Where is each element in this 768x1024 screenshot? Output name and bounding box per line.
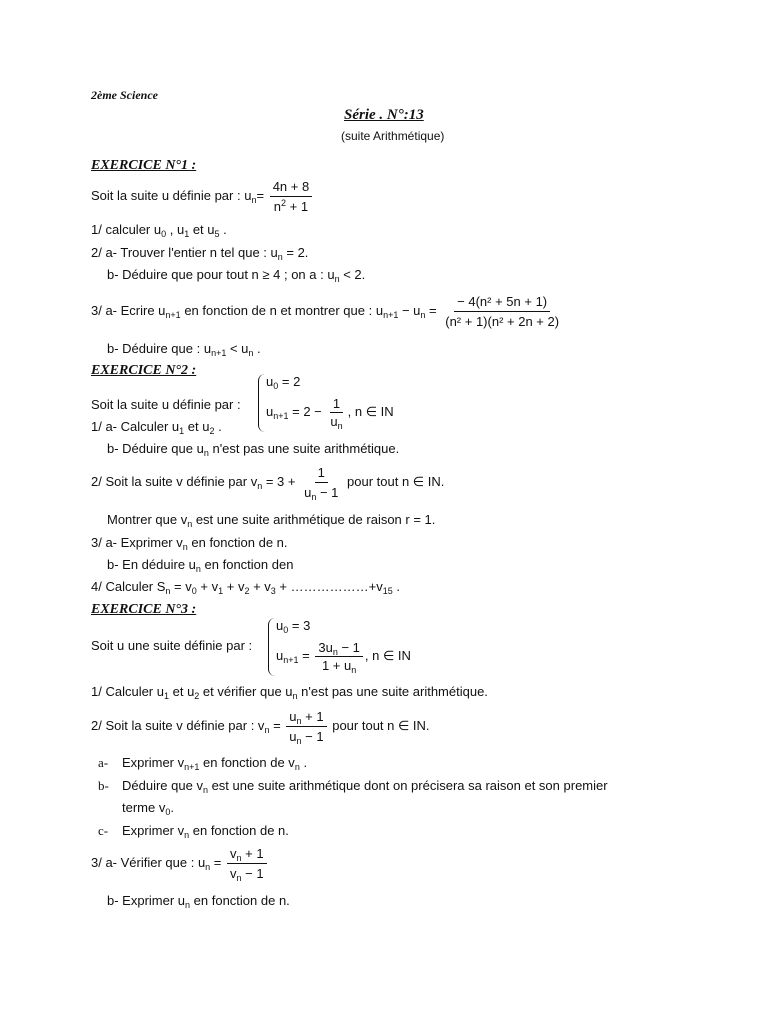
page-title: Série . N°:13: [344, 107, 424, 123]
ex3-q3-fraction: $\frac{v_n + 1}{v_n - 1}$: [227, 845, 267, 882]
exercise-2-heading: EXERCICE N°2 :: [91, 363, 197, 378]
ex2-question-3a: 3/ a- Exprimer $v_n$ en fonction de n.: [91, 535, 288, 552]
ex1-q3-fraction: $\frac{\text{− 4(n² + 5n + 1)}}{\text{(n² + 1)(n² + 2n + 2)}}$: [445, 294, 560, 330]
ex3-question-1: 1/ Calculer $u_1$ et $u_2$ et vérifier que $u_n$ n'est pas une suite arithmétique.: [91, 684, 488, 701]
ex2-definition-system: $u_0 = 2$ $u_{n+1} = 2$ − $\frac{1}{u_n}$ , n ∈ IN: [258, 372, 458, 436]
ex1-question-3b: b- Déduire que : $u_{n+1} < u_n$ .: [107, 341, 261, 358]
ex3-question-2: 2/ Soit la suite v définie par : $v_n$ = $\frac{u_n + 1}{u_n - 1}$ pour tout n ∈ IN.: [91, 709, 430, 747]
ex2-intro: Soit la suite u définie par :: [91, 397, 241, 412]
ex2-q2-fraction: $\frac{1}{u_n - 1}$: [304, 465, 339, 503]
ex3-question-c: c- Exprimer $v_n$ en fonction de n.: [98, 823, 289, 840]
ex2-question-4: 4/ Calculer $S_n = v_0 + v_1 + v_2 + v_3$ + $\dots\dots\dots\dots\dots\dots+v_{15}$ .: [91, 579, 400, 596]
ex2-question-2: 2/ Soit la suite v définie par $v_n = 3$ + $\frac{1}{u_n - 1}$ pour tout n ∈ IN.: [91, 465, 445, 503]
ex3-definition-system: $u_0 = 3$ $u_{n+1}$ = $\frac{3u_n - 1}{1 + u_n}$ , n ∈ IN: [268, 616, 468, 678]
ex2-question-2b: Montrer que $v_n$ est une suite arithmétique de raison r = 1.: [107, 512, 436, 529]
ex3-question-b: b- Déduire que $v_n$ est une suite arithmétique dont on précisera sa raison et son premier: [98, 778, 608, 795]
page-subtitle: (suite Arithmétique): [341, 129, 445, 143]
ex3-question-a: a- Exprimer $v_{n+1}$ en fonction de $v_n$ .: [98, 755, 308, 772]
system-brace: [268, 618, 275, 676]
ex1-intro-line: Soit la suite u définie par : $u_n=$ $\frac{4n + 8}{n^2 + 1}$: [91, 176, 314, 216]
ex1-question-2b: b- Déduire que pour tout n ≥ 4 ; on a : $u_n < 2$.: [107, 267, 366, 284]
class-label: 2ème Science: [91, 88, 158, 102]
ex3-question-b-cont: terme $v_0$.: [122, 800, 174, 817]
ex2-question-1b: b- Déduire que $u_n$ n'est pas une suite arithmétique.: [107, 441, 400, 458]
ex3-intro: Soit u une suite définie par :: [91, 638, 253, 653]
ex3-question-3b: b- Exprimer $u_n$ en fonction de n.: [107, 893, 290, 910]
exercise-3-heading: EXERCICE N°3 :: [91, 602, 197, 617]
ex3-q2-fraction: $\frac{u_n + 1}{u_n - 1}$: [286, 708, 326, 745]
ex1-formula-fraction: $\frac{4n + 8}{n^2 + 1}$: [270, 178, 313, 215]
ex3-question-3a: 3/ a- Vérifier que : $u_n$ = $\frac{v_n + 1}{v_n - 1}$: [91, 843, 269, 883]
ex1-question-1: 1/ calculer $u_0$ , $u_1$ et $u_5$ .: [91, 222, 227, 239]
ex1-question-3a: 3/ a- Ecrire $u_{n+1}$ en fonction de n et montrer que : $u_{n+1} - u_n$ = $\frac{\text{− 4(n² + 5n + 1)}}{\text{(n² + 1)(n² + 2n + 2)}}$: [91, 292, 564, 330]
ex2-question-3b: b- En déduire $u_n$ en fonction den: [107, 557, 294, 574]
ex1-question-2a: 2/ a- Trouver l'entier n tel que : $u_n = 2$.: [91, 245, 309, 262]
exercise-1-heading: EXERCICE N°1 :: [91, 158, 197, 173]
system-brace: [258, 374, 265, 432]
ex2-question-1a: 1/ a- Calculer $u_1$ et $u_2$ .: [91, 419, 222, 436]
